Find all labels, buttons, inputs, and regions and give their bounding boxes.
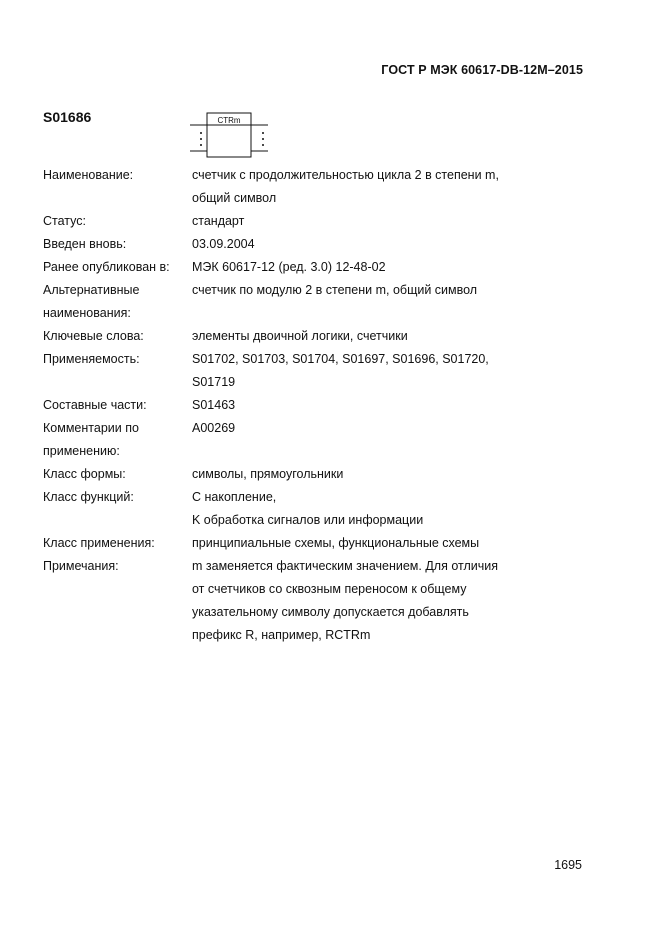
field-value	[192, 486, 543, 532]
field-label: Ранее опубликован в:	[43, 260, 170, 274]
field-value	[192, 279, 543, 325]
field-value	[192, 463, 543, 486]
field-row-alternative-names	[43, 279, 543, 325]
field-label: Введен вновь:	[43, 237, 127, 251]
field-value	[192, 417, 543, 463]
field-row-status	[43, 210, 543, 233]
field-label: Примечания:	[43, 559, 119, 573]
field-value	[192, 210, 543, 233]
field-row-previously-published	[43, 256, 543, 279]
field-label: Альтернативные наименования:	[43, 283, 140, 320]
field-value	[192, 555, 543, 647]
value-line: A00269	[192, 421, 236, 435]
field-value	[192, 233, 543, 256]
value-line: 03.09.2004	[192, 237, 255, 251]
value-line: символы, прямоугольники	[192, 467, 344, 481]
page-number: 1695	[554, 858, 582, 872]
field-label: Наименование:	[43, 168, 134, 182]
field-label: Применяемость:	[43, 352, 140, 366]
field-label: Класс применения:	[43, 536, 155, 550]
field-label: Ключевые слова:	[43, 329, 144, 343]
field-row-notes	[43, 555, 543, 647]
value-line: указательному символу допускается добавлять	[192, 605, 469, 619]
value-line: K обработка сигналов или информации	[192, 513, 424, 527]
field-row-components	[43, 394, 543, 417]
value-line: S01719	[192, 375, 236, 389]
symbol-code: S01686	[43, 109, 92, 125]
field-row-applicability	[43, 348, 543, 394]
value-line: общий символ	[192, 191, 277, 205]
field-row-name	[43, 164, 543, 210]
input-continuation-dots	[200, 132, 202, 146]
field-label: Составные части:	[43, 398, 147, 412]
field-value	[192, 256, 543, 279]
output-continuation-dots	[262, 132, 264, 146]
value-line: счетчик с продолжительностью цикла 2 в степени m,	[192, 168, 499, 182]
value-line: элементы двоичной логики, счетчики	[192, 329, 408, 343]
value-line: m заменяется фактическим значением. Для отличия	[192, 559, 499, 573]
field-row-introduced	[43, 233, 543, 256]
field-label: Класс формы:	[43, 467, 126, 481]
field-value	[192, 394, 543, 417]
field-row-application-comments	[43, 417, 543, 463]
field-value	[192, 348, 543, 394]
field-row-shape-class	[43, 463, 543, 486]
value-line: от счетчиков со сквозным переносом к общему	[192, 582, 467, 596]
symbol-qualifier-label: CTRm	[217, 116, 241, 125]
counter-symbol-graphic	[190, 112, 270, 160]
value-line: С накопление,	[192, 490, 277, 504]
field-value	[192, 325, 543, 348]
field-row-application-class	[43, 532, 543, 555]
attribute-table	[43, 164, 543, 647]
field-label: Комментарии по применению:	[43, 421, 139, 458]
field-label: Статус:	[43, 214, 86, 228]
field-row-function-class	[43, 486, 543, 532]
standard-header: ГОСТ Р МЭК 60617-DB-12M–2015	[381, 63, 583, 77]
field-row-keywords	[43, 325, 543, 348]
field-label: Класс функций:	[43, 490, 134, 504]
value-line: счетчик по модулю 2 в степени m, общий символ	[192, 283, 478, 297]
field-value	[192, 164, 543, 210]
value-line: стандарт	[192, 214, 245, 228]
field-value	[192, 532, 543, 555]
value-line: МЭК 60617-12 (ред. 3.0) 12-48-02	[192, 260, 386, 274]
value-line: префикс R, например, RCTRm	[192, 628, 371, 642]
value-line: S01463	[192, 398, 236, 412]
value-line: принципиальные схемы, функциональные схемы	[192, 536, 480, 550]
value-line: S01702, S01703, S01704, S01697, S01696, S01720,	[192, 352, 489, 366]
